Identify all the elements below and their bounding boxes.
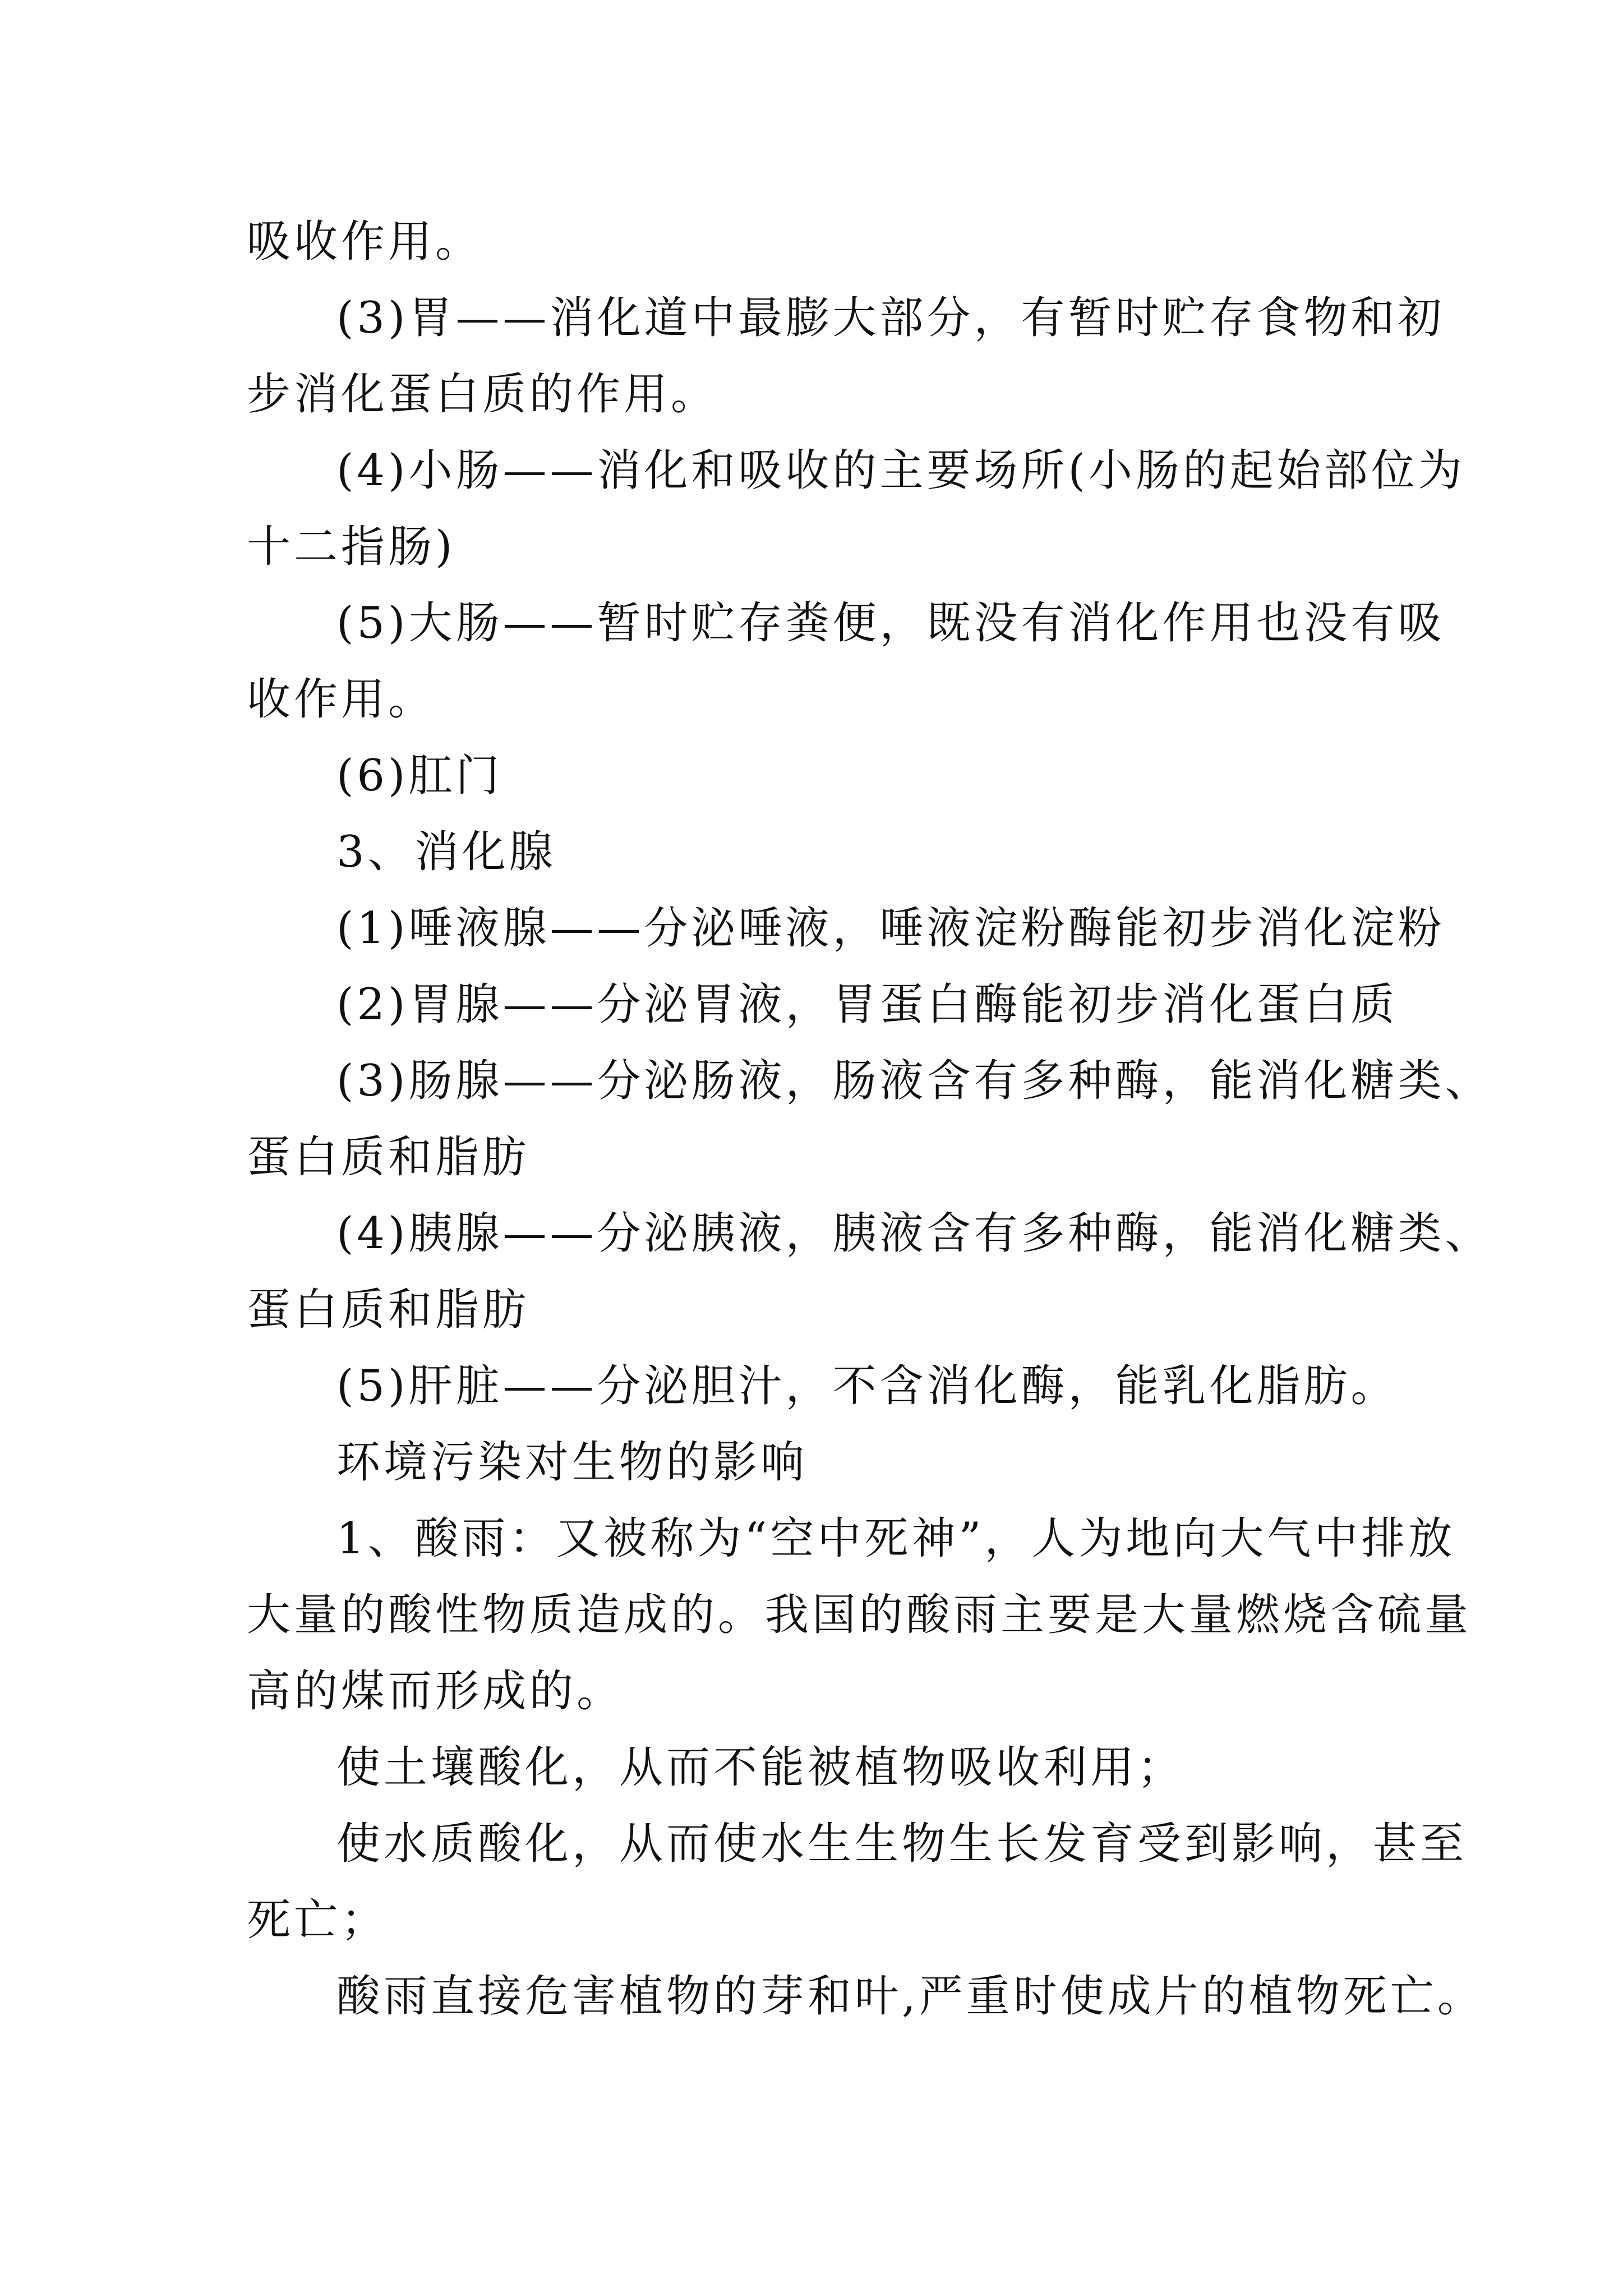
text-line: 高的煤而形成的。 <box>247 1666 624 1717</box>
section-heading: 3、消化腺 <box>336 827 556 877</box>
text-line: 十二指肠) <box>247 522 456 572</box>
text-line: 酸雨直接危害植物的芽和叶,严重时使成片的植物死亡。 <box>336 1971 1484 2022</box>
text-line: (6)肛门 <box>336 751 503 801</box>
section-heading: 环境污染对生物的影响 <box>336 1437 808 1488</box>
text-line: 1、酸雨：又被称为“空中死神”，人为地向大气中排放 <box>336 1513 1456 1564</box>
text-line: 蛋白质和脂肪 <box>247 1285 530 1335</box>
text-line: (5)肝脏——分泌胆汁，不含消化酶，能乳化脂肪。 <box>336 1361 1398 1411</box>
text-line: (5)大肠——暂时贮存粪便，既没有消化作用也没有吸 <box>336 598 1445 648</box>
text-line: 死亡； <box>247 1895 389 1945</box>
text-line: (4)胰腺——分泌胰液，胰液含有多种酶，能消化糖类、 <box>336 1208 1492 1259</box>
text-line: (3)胃——消化道中最膨大部分，有暂时贮存食物和初 <box>336 293 1445 343</box>
document-body <box>247 204 1492 2035</box>
text-line: 步消化蛋白质的作用。 <box>247 369 718 420</box>
text-line: 吸收作用。 <box>247 217 483 267</box>
text-line: 蛋白质和脂肪 <box>247 1132 530 1182</box>
text-line: (2)胃腺——分泌胃液，胃蛋白酶能初步消化蛋白质 <box>336 979 1398 1030</box>
text-line: 收作用。 <box>247 674 436 725</box>
text-line: (3)肠腺——分泌肠液，肠液含有多种酶，能消化糖类、 <box>336 1056 1492 1106</box>
text-line: 使土壤酸化，从而不能被植物吸收利用； <box>336 1742 1185 1793</box>
text-line: (1)唾液腺——分泌唾液，唾液淀粉酶能初步消化淀粉 <box>336 903 1445 954</box>
text-line: 大量的酸性物质造成的。我国的酸雨主要是大量燃烧含硫量 <box>247 1590 1472 1640</box>
text-line: 使水质酸化，从而使水生生物生长发育受到影响，甚至 <box>336 1819 1468 1869</box>
text-line: (4)小肠——消化和吸收的主要场所(小肠的起始部位为 <box>336 445 1465 496</box>
